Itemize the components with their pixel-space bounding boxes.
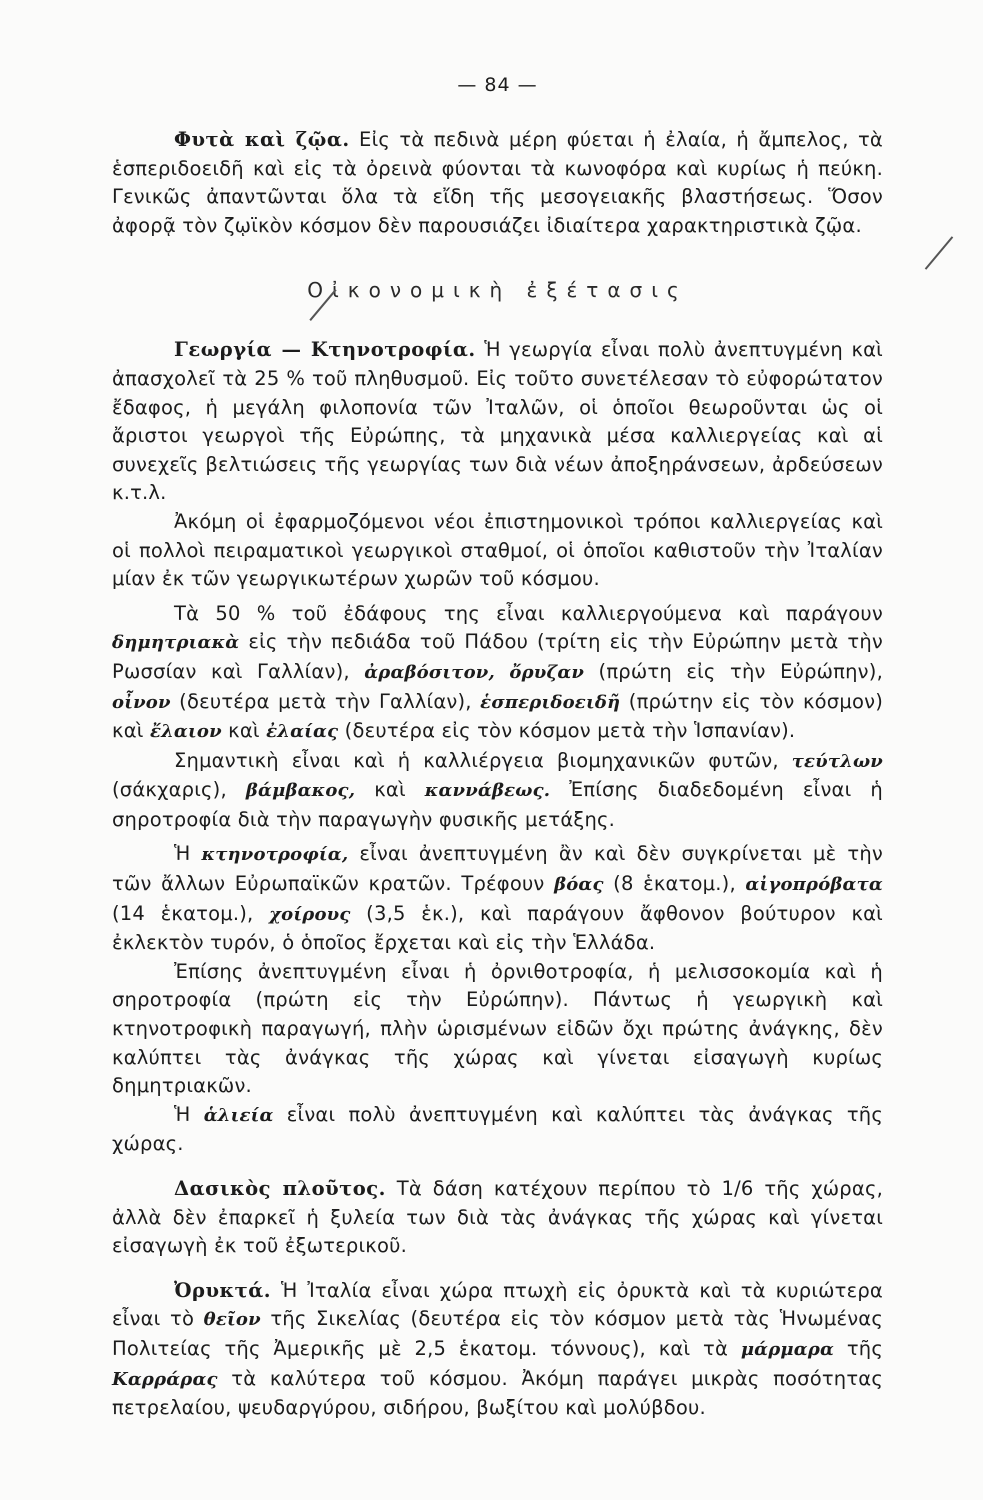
emph-sheep-goats: αἰγοπρόβατα [745,874,883,896]
text-run: τὰ καλύτερα τοῦ κόσμου. Ἀκόμη παράγει μικρὰς ποσότητας πετρελαίου, ψευδαργύρου, σιδήρου, βωξίτου καὶ μολύβδου. [112,1366,883,1420]
emph-rice: ὄρυζαν [509,661,585,683]
emph-maize: ἀραβόσιτον, [364,661,495,683]
forest-heading: Δασικὸς πλοῦτος. [174,1177,386,1200]
emph-citrus: ἑσπεριδοειδῆ [480,691,621,713]
forest-paragraph [112,1175,883,1261]
agriculture-paragraph-5 [112,840,883,957]
emph-hemp: καννάβεως. [424,780,551,802]
pencil-mark-margin [925,236,954,269]
minerals-heading: Ὀρυκτά. [174,1278,272,1302]
emph-olives: ἐλαίας [266,721,339,743]
text-run: Ἡ [174,842,202,866]
agriculture-paragraph-7 [112,1101,883,1159]
emph-cattle: βόας [554,874,604,896]
agriculture-text-1: Ἡ γεωργία εἶναι πολὺ ἀνεπτυγμένη καὶ ἀπασχολεῖ τὰ 25 % τοῦ πληθυσμοῦ. Εἰς τοῦτο συνετέλεσαν τὸ εὐφορώτατον ἔδαφος, ἡ μεγάλη φιλοπονία τῶν Ἰταλῶν, οἱ ὁποῖοι θεωροῦνται ὡς οἱ ἄριστοι γεωργοὶ τῆς Εὐρώπης, τὰ μηχανικὰ μέσα καλλιεργείας καὶ αἱ συνεχεῖς βελτιώσεις τῆς γεωργίας των διὰ νέων ἀποξηράνσεων, ἀρδεύσεων κ.τ.λ. [112,338,883,505]
minerals-paragraph [112,1277,883,1423]
text-run: Σημαντικὴ εἶναι καὶ ἡ καλλιέργεια βιομηχανικῶν φυτῶν, [174,748,792,772]
text-run: (14 ἑκατομ.), [112,901,270,925]
text-run: τῆς Σικελίας (δευτέρα εἰς τὸν κόσμον μετὰ τὰς Ἡνωμένας Πολιτείας τῆς Ἀμερικῆς μὲ 2,5 ἑκατομ. τόννους), καὶ τὰ [112,1307,883,1360]
flora-heading: Φυτὰ καὶ ζῷα. [174,128,350,151]
emph-cotton: βάμβακος, [245,780,356,802]
text-run: (8 ἑκατομ.), [603,872,746,896]
flora-text: Εἰς τὰ πεδινὰ μέρη φύεται ἡ ἐλαία, ἡ ἄμπελος, τὰ ἑσπεριδοειδῆ καὶ εἰς τὰ ὀρεινὰ φύονται τὰ κωνοφόρα καὶ κυρίως ἡ πεύκη. Γενικῶς ἀπαντῶνται ὅλα τὰ εἴδη τῆς μεσογειακῆς βλαστήσεως. Ὅσον ἀφορᾷ τὸν ζῳϊκὸν κόσμον δὲν παρουσιάζει ἰδιαίτερα χαρακτηριστικὰ ζῷα. [112,128,883,237]
text-run: (πρώτη εἰς τὴν Εὐρώπην), [584,659,883,683]
agriculture-paragraph-4 [112,747,883,835]
emph-pigs: χοίρους [269,903,351,925]
text-run: (3,5 ἑκ.), καὶ παράγουν ἄφθονον βούτυρον καὶ ἐκλεκτὸν τυρόν, ὁ ὁποῖος ἔρχεται καὶ εἰς τὴν Ἑλλάδα. [112,901,883,955]
text-run: καὶ [221,719,267,743]
text-run [495,660,509,683]
text-run: Ἡ Ἰταλία εἶναι χώρα πτωχὴ εἰς ὀρυκτὰ καὶ τὰ κυριώτερα εἶναι τὸ [112,1278,883,1331]
text-run: (πρώτην εἰς τὸν κόσμον) καὶ [112,689,883,743]
emph-sulfur: θεῖον [203,1309,261,1331]
text-run: Ἡ [174,1102,204,1126]
agriculture-heading: Γεωργία — Κτηνοτροφία. [174,338,476,362]
text-run: (δευτέρα εἰς τὸν κόσμον μετὰ τὴν Ἱσπανίαν). [338,719,796,743]
economic-heading: Οἰκονομικὴ ἐξέτασις [307,278,688,303]
emph-carrara: Καρράρας [112,1368,218,1390]
agriculture-paragraph-6: Ἐπίσης ἀνεπτυγμένη εἶναι ἡ ὀρνιθοτροφία, ἡ μελισσοκομία καὶ ἡ σηροτροφία (πρώτη εἰς τὴν Εὐρώπην). Πάντως ἡ γεωργικὴ καὶ κτηνοτροφικὴ παραγωγή, πλὴν ὡρισμένων εἰδῶν ὄχι πρώτης ἀνάγκης, δὲν καλύπτει τὰς ἀνάγκας τῆς χώρας καὶ γίνεται εἰσαγωγὴ κυρίως δημητριακῶν. [112,959,883,1098]
agriculture-paragraph-3 [112,600,883,747]
page-number: — 84 — [457,74,538,96]
emph-beets: τεύτλων [791,750,883,772]
text-run: (δευτέρα μετὰ τὴν Γαλλίαν), [170,689,481,713]
text-run: εἶναι πολὺ ἀνεπτυγμένη καὶ καλύπτει τὰς ἀνάγκας τῆς χώρας. [112,1102,883,1156]
emph-wine: οἶνον [112,691,171,713]
emph-livestock: κτηνοτροφία, [201,844,349,866]
text-run: εἶναι ἀνεπτυγμένη ἂν καὶ δὲν συγκρίνεται μὲ τὴν τῶν ἄλλων Εὐρωπαϊκῶν κρατῶν. Τρέφουν [112,842,883,896]
text-run: καὶ [355,778,425,802]
flora-paragraph [112,126,883,240]
text-run: Ἐπίσης διαδεδομένη εἶναι ἡ σηροτροφία διὰ τὴν παραγωγὴν φυσικῆς μετάξης. [112,778,883,831]
emph-cereals: δημητριακὰ [112,632,240,654]
text-run: (σάκχαρις), [112,778,246,802]
agriculture-paragraph-1 [112,336,883,508]
text-run: Τὰ 50 % τοῦ ἐδάφους της εἶναι καλλιεργούμενα καὶ παράγουν [174,601,883,625]
emph-oil: ἔλαιον [149,721,222,743]
text-run: τῆς [834,1336,883,1360]
emph-fishing: ἁλιεία [203,1104,274,1126]
emph-marble: μάρμαρα [740,1338,835,1360]
text-run: εἰς τὴν πεδιάδα τοῦ Πάδου (τρίτη εἰς τὴν Εὐρώπην μετὰ τὴν Ρωσσίαν καὶ Γαλλίαν), [112,630,883,683]
agriculture-paragraph-2: Ἀκόμη οἱ ἐφαρμοζόμενοι νέοι ἐπιστημονικοὶ τρόποι καλλιεργείας καὶ οἱ πολλοὶ πειραματικοὶ γεωργικοὶ σταθμοί, οἱ ὁποῖοι καθιστοῦν τὴν Ἰταλίαν μίαν ἐκ τῶν γεωργικωτέρων χωρῶν τοῦ κόσμου. [112,509,883,591]
forest-text: Τὰ δάση κατέχουν περίπου τὸ 1/6 τῆς χώρας, ἀλλὰ δὲν ἐπαρκεῖ ἡ ξυλεία των διὰ τὰς ἀνάγκας τῆς χώρας καὶ γίνεται εἰσαγωγὴ ἐκ τοῦ ἐξωτερικοῦ. [112,1177,883,1258]
